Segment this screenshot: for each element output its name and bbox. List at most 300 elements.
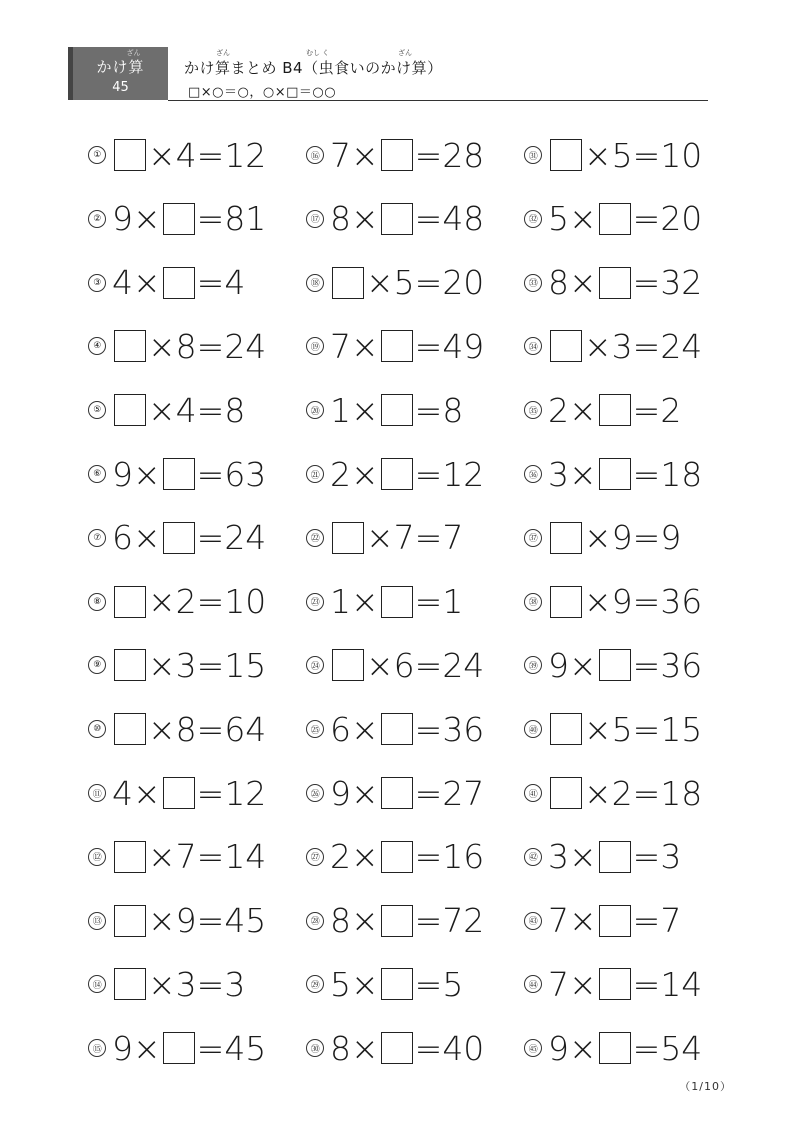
times-sign: ×	[569, 390, 597, 430]
factor-a: 2	[330, 837, 351, 877]
problem-item	[88, 580, 266, 624]
answer-box[interactable]	[599, 394, 631, 426]
answer-box[interactable]	[114, 841, 146, 873]
answer-box[interactable]	[332, 267, 364, 299]
factor-a: 8	[548, 263, 569, 303]
times-sign: ×	[351, 901, 379, 941]
product: 7	[660, 901, 682, 941]
product: 36	[660, 582, 703, 622]
problem-number: ㉛	[524, 146, 542, 164]
problem-number: ㊹	[524, 975, 542, 993]
times-sign: ×	[148, 582, 176, 622]
factor-b: 2	[611, 773, 633, 813]
product: 12	[442, 454, 485, 494]
factor-a: 9	[548, 1028, 569, 1068]
answer-box[interactable]	[114, 968, 146, 1000]
answer-box[interactable]	[163, 777, 195, 809]
answer-box[interactable]	[381, 458, 413, 490]
problem-number: ㉓	[306, 593, 324, 611]
product: 2	[660, 390, 682, 430]
answer-box[interactable]	[599, 1032, 631, 1064]
problem-number: ⑥	[88, 465, 106, 483]
answer-box[interactable]	[114, 649, 146, 681]
problem-number: ㉚	[306, 1039, 324, 1057]
answer-box[interactable]	[381, 139, 413, 171]
factor-a: 9	[330, 773, 351, 813]
times-sign: ×	[569, 454, 597, 494]
equals-sign: =	[632, 837, 661, 877]
subject-badge	[68, 47, 168, 100]
product: 72	[442, 901, 485, 941]
problem-number: ㉕	[306, 720, 324, 738]
factor-a: 9	[112, 199, 133, 239]
product: 63	[224, 454, 267, 494]
equals-sign: =	[414, 518, 443, 558]
product: 18	[660, 773, 703, 813]
answer-box[interactable]	[381, 968, 413, 1000]
times-sign: ×	[569, 837, 597, 877]
problem-number: ④	[88, 337, 106, 355]
equals-sign: =	[632, 390, 661, 430]
problem-number: ㉟	[524, 401, 542, 419]
factor-b: 8	[175, 326, 197, 366]
product: 7	[442, 518, 464, 558]
equals-sign: =	[414, 263, 443, 303]
problem-number: ㉝	[524, 274, 542, 292]
factor-a: 7	[330, 326, 351, 366]
problem-number: ㊺	[524, 1039, 542, 1057]
factor-b: 2	[175, 582, 197, 622]
equals-sign: =	[414, 582, 443, 622]
factor-a: 9	[112, 1028, 133, 1068]
title-ruby-ku: く	[322, 49, 329, 57]
problem-item	[306, 388, 463, 432]
times-sign: ×	[569, 964, 597, 1004]
worksheet-subtitle: □×○＝○，○×□＝○○	[188, 85, 337, 100]
problem-item	[524, 452, 702, 496]
product: 5	[442, 964, 464, 1004]
times-sign: ×	[351, 1028, 379, 1068]
problem-number: ⑤	[88, 401, 106, 419]
product: 32	[660, 263, 703, 303]
factor-a: 1	[330, 390, 351, 430]
problem-item	[524, 197, 702, 241]
answer-box[interactable]	[381, 1032, 413, 1064]
answer-box[interactable]	[163, 1032, 195, 1064]
problem-item	[88, 643, 266, 687]
factor-a: 3	[548, 454, 569, 494]
answer-box[interactable]	[599, 267, 631, 299]
product: 40	[442, 1028, 485, 1068]
times-sign: ×	[569, 645, 597, 685]
problem-number: ①	[88, 146, 106, 164]
answer-box[interactable]	[332, 649, 364, 681]
subject-ruby: ざん	[126, 49, 141, 57]
times-sign: ×	[584, 709, 612, 749]
equals-sign: =	[632, 518, 661, 558]
header-rule	[168, 100, 708, 101]
problem-item	[306, 580, 463, 624]
times-sign: ×	[351, 837, 379, 877]
problem-number: ㊵	[524, 720, 542, 738]
problem-item	[88, 707, 266, 751]
times-sign: ×	[148, 709, 176, 749]
equals-sign: =	[414, 901, 443, 941]
problem-item	[88, 197, 266, 241]
factor-a: 7	[548, 964, 569, 1004]
answer-box[interactable]	[599, 458, 631, 490]
times-sign: ×	[584, 135, 612, 175]
problem-number: ㉒	[306, 529, 324, 547]
answer-box[interactable]	[114, 330, 146, 362]
problem-number: ⑯	[306, 146, 324, 164]
equals-sign: =	[632, 582, 661, 622]
problem-item	[524, 324, 702, 368]
equals-sign: =	[414, 964, 443, 1004]
product: 14	[660, 964, 703, 1004]
times-sign: ×	[133, 263, 161, 303]
problem-number: ⑱	[306, 274, 324, 292]
times-sign: ×	[351, 582, 379, 622]
times-sign: ×	[569, 263, 597, 303]
problem-item	[306, 516, 463, 560]
product: 8	[442, 390, 464, 430]
product: 10	[224, 582, 267, 622]
times-sign: ×	[366, 518, 394, 558]
product: 54	[660, 1028, 703, 1068]
worksheet-title: かけ算まとめ B4（虫食いのかけ算）	[184, 59, 443, 77]
factor-a: 2	[548, 390, 569, 430]
problem-number: ㉘	[306, 912, 324, 930]
problem-item	[306, 835, 484, 879]
times-sign: ×	[351, 326, 379, 366]
times-sign: ×	[351, 390, 379, 430]
answer-box[interactable]	[114, 586, 146, 618]
product: 3	[224, 964, 246, 1004]
problem-item	[524, 771, 702, 815]
problem-item	[306, 324, 484, 368]
factor-b: 8	[175, 709, 197, 749]
equals-sign: =	[414, 199, 443, 239]
problem-item	[88, 962, 245, 1006]
answer-box[interactable]	[599, 905, 631, 937]
times-sign: ×	[351, 135, 379, 175]
title-ruby-zan: ざん	[216, 49, 230, 57]
problem-number: ⑪	[88, 784, 106, 802]
sheet-number: 45	[112, 80, 129, 95]
factor-a: 5	[330, 964, 351, 1004]
times-sign: ×	[351, 964, 379, 1004]
factor-a: 1	[330, 582, 351, 622]
problem-item	[524, 580, 702, 624]
problem-item	[524, 643, 702, 687]
product: 28	[442, 135, 485, 175]
equals-sign: =	[632, 199, 661, 239]
factor-a: 8	[330, 901, 351, 941]
equals-sign: =	[632, 1028, 661, 1068]
answer-box[interactable]	[381, 330, 413, 362]
problem-item	[524, 707, 702, 751]
factor-b: 5	[611, 135, 633, 175]
problem-number: ㊷	[524, 848, 542, 866]
equals-sign: =	[414, 709, 443, 749]
problem-number: ㉑	[306, 465, 324, 483]
problem-item	[88, 261, 245, 305]
product: 24	[660, 326, 703, 366]
equals-sign: =	[632, 645, 661, 685]
factor-a: 6	[112, 518, 133, 558]
factor-b: 4	[175, 390, 197, 430]
times-sign: ×	[366, 645, 394, 685]
problem-number: ⑰	[306, 210, 324, 228]
product: 36	[660, 645, 703, 685]
problem-number: ⑦	[88, 529, 106, 547]
product: 8	[224, 390, 246, 430]
problem-number: ⑫	[88, 848, 106, 866]
equals-sign: =	[196, 326, 225, 366]
answer-box[interactable]	[114, 713, 146, 745]
answer-box[interactable]	[599, 649, 631, 681]
problem-item	[306, 962, 463, 1006]
answer-box[interactable]	[163, 522, 195, 554]
times-sign: ×	[351, 709, 379, 749]
product: 45	[224, 901, 267, 941]
answer-box[interactable]	[381, 713, 413, 745]
title-ruby-zan2: ざん	[398, 49, 412, 57]
equals-sign: =	[632, 454, 661, 494]
equals-sign: =	[196, 645, 225, 685]
answer-box[interactable]	[114, 394, 146, 426]
equals-sign: =	[414, 1028, 443, 1068]
equals-sign: =	[414, 390, 443, 430]
equals-sign: =	[632, 263, 661, 303]
problem-item	[524, 899, 681, 943]
product: 24	[224, 518, 267, 558]
answer-box[interactable]	[550, 586, 582, 618]
product: 16	[442, 837, 485, 877]
product: 20	[442, 263, 485, 303]
times-sign: ×	[133, 199, 161, 239]
problem-number: ㊴	[524, 656, 542, 674]
product: 15	[660, 709, 703, 749]
product: 24	[442, 645, 485, 685]
factor-b: 5	[393, 263, 415, 303]
product: 20	[660, 199, 703, 239]
times-sign: ×	[584, 773, 612, 813]
equals-sign: =	[196, 390, 225, 430]
problem-item	[88, 771, 266, 815]
answer-box[interactable]	[381, 905, 413, 937]
problem-number: ⑳	[306, 401, 324, 419]
factor-b: 7	[393, 518, 415, 558]
equals-sign: =	[632, 773, 661, 813]
title-ruby-mushi: むし	[306, 49, 320, 57]
product: 36	[442, 709, 485, 749]
factor-b: 5	[611, 709, 633, 749]
answer-box[interactable]	[381, 203, 413, 235]
answer-box[interactable]	[381, 841, 413, 873]
factor-b: 9	[175, 901, 197, 941]
product: 12	[224, 773, 267, 813]
problem-item	[306, 707, 484, 751]
equals-sign: =	[196, 901, 225, 941]
times-sign: ×	[148, 964, 176, 1004]
problem-item	[524, 835, 681, 879]
answer-box[interactable]	[550, 522, 582, 554]
problem-item	[88, 452, 266, 496]
answer-box[interactable]	[599, 968, 631, 1000]
product: 48	[442, 199, 485, 239]
times-sign: ×	[351, 199, 379, 239]
product: 10	[660, 135, 703, 175]
answer-box[interactable]	[599, 203, 631, 235]
problem-number: ㊳	[524, 593, 542, 611]
answer-box[interactable]	[550, 777, 582, 809]
factor-a: 7	[330, 135, 351, 175]
problem-number: ⑲	[306, 337, 324, 355]
equals-sign: =	[632, 901, 661, 941]
equals-sign: =	[196, 709, 225, 749]
answer-box[interactable]	[163, 267, 195, 299]
times-sign: ×	[569, 901, 597, 941]
equals-sign: =	[196, 773, 225, 813]
equals-sign: =	[196, 518, 225, 558]
equals-sign: =	[414, 454, 443, 494]
product: 45	[224, 1028, 267, 1068]
times-sign: ×	[148, 135, 176, 175]
times-sign: ×	[133, 454, 161, 494]
problem-item	[306, 771, 484, 815]
product: 14	[224, 837, 267, 877]
equals-sign: =	[414, 837, 443, 877]
equals-sign: =	[632, 709, 661, 749]
problem-item	[306, 899, 484, 943]
problem-item	[524, 1026, 702, 1070]
factor-b: 9	[611, 518, 633, 558]
equals-sign: =	[196, 582, 225, 622]
times-sign: ×	[584, 326, 612, 366]
product: 4	[224, 263, 246, 303]
problem-item	[88, 1026, 266, 1070]
equals-sign: =	[414, 773, 443, 813]
product: 18	[660, 454, 703, 494]
times-sign: ×	[584, 582, 612, 622]
factor-a: 2	[330, 454, 351, 494]
equals-sign: =	[196, 135, 225, 175]
answer-box[interactable]	[163, 203, 195, 235]
problem-item	[306, 261, 484, 305]
factor-a: 3	[548, 837, 569, 877]
problem-number: ⑩	[88, 720, 106, 738]
product: 9	[660, 518, 682, 558]
product: 12	[224, 135, 267, 175]
problem-number: ㉖	[306, 784, 324, 802]
answer-box[interactable]	[550, 139, 582, 171]
problem-number: ㊱	[524, 465, 542, 483]
times-sign: ×	[133, 773, 161, 813]
problem-item	[88, 324, 266, 368]
problem-number: ②	[88, 210, 106, 228]
times-sign: ×	[148, 645, 176, 685]
problem-number: ⑨	[88, 656, 106, 674]
product: 3	[660, 837, 682, 877]
equals-sign: =	[196, 263, 225, 303]
answer-box[interactable]	[163, 458, 195, 490]
equals-sign: =	[196, 1028, 225, 1068]
factor-a: 7	[548, 901, 569, 941]
problem-item	[524, 388, 681, 432]
times-sign: ×	[351, 454, 379, 494]
factor-b: 4	[175, 135, 197, 175]
factor-a: 9	[548, 645, 569, 685]
problem-item	[306, 1026, 484, 1070]
times-sign: ×	[133, 518, 161, 558]
answer-box[interactable]	[381, 586, 413, 618]
factor-a: 6	[330, 709, 351, 749]
product: 49	[442, 326, 485, 366]
problem-number: ⑬	[88, 912, 106, 930]
problem-number: ⑭	[88, 975, 106, 993]
problem-number: ㉔	[306, 656, 324, 674]
answer-box[interactable]	[550, 713, 582, 745]
equals-sign: =	[414, 135, 443, 175]
problem-item	[524, 133, 702, 177]
answer-box[interactable]	[550, 330, 582, 362]
equals-sign: =	[632, 135, 661, 175]
times-sign: ×	[351, 773, 379, 813]
equals-sign: =	[632, 964, 661, 1004]
problem-number: ㊲	[524, 529, 542, 547]
answer-box[interactable]	[114, 139, 146, 171]
times-sign: ×	[148, 837, 176, 877]
problem-item	[88, 388, 245, 432]
problem-item	[306, 452, 484, 496]
equals-sign: =	[196, 454, 225, 494]
times-sign: ×	[148, 326, 176, 366]
problem-number: ⑮	[88, 1039, 106, 1057]
product: 15	[224, 645, 267, 685]
times-sign: ×	[569, 1028, 597, 1068]
problem-number: ㊸	[524, 912, 542, 930]
product: 64	[224, 709, 267, 749]
answer-box[interactable]	[381, 394, 413, 426]
factor-a: 5	[548, 199, 569, 239]
problem-item	[88, 516, 266, 560]
problem-item	[306, 643, 484, 687]
product: 27	[442, 773, 485, 813]
product: 24	[224, 326, 267, 366]
answer-box[interactable]	[599, 841, 631, 873]
page-indicator: （1/10）	[679, 1080, 732, 1093]
equals-sign: =	[414, 645, 443, 685]
problem-item	[524, 962, 702, 1006]
worksheet-header	[68, 47, 708, 102]
problem-number: ③	[88, 274, 106, 292]
problem-number: ㉗	[306, 848, 324, 866]
factor-b: 3	[611, 326, 633, 366]
equals-sign: =	[414, 326, 443, 366]
answer-box[interactable]	[381, 777, 413, 809]
problem-item	[306, 133, 484, 177]
product: 81	[224, 199, 267, 239]
answer-box[interactable]	[114, 905, 146, 937]
equals-sign: =	[196, 837, 225, 877]
problem-item	[306, 197, 484, 241]
factor-b: 7	[175, 837, 197, 877]
problem-item	[524, 516, 681, 560]
answer-box[interactable]	[332, 522, 364, 554]
times-sign: ×	[148, 390, 176, 430]
